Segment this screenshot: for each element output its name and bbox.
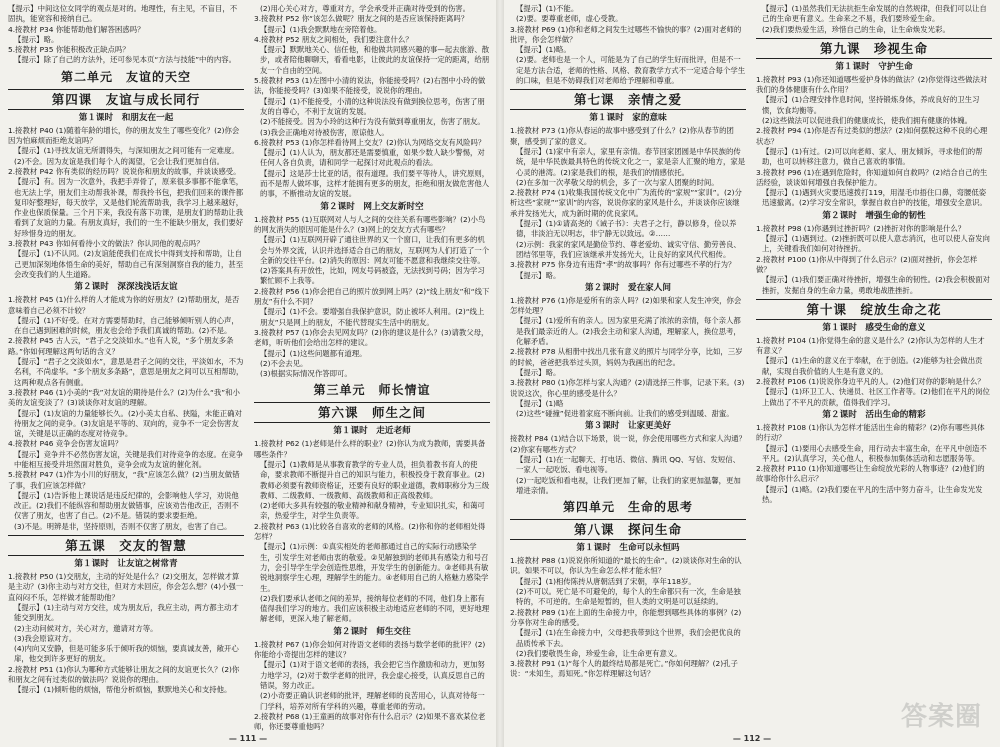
- answer-text: 【提示】(1)示例：①真实相处的老师都通过自己的实际行动感染学生，引发学生对老师由衷的敬爱。②见解独到的老师具有感染力和号召力，会引导学生学会创造性思维，开发学生的创新能力。③老师具有敏锐地洞察学生心理，理解学生的能力。④老师用自己的人格魅力感染学生。: [260, 542, 489, 593]
- question-text: 3.接教材 P91 (1)“每个人的最终结局都是死亡。”你如何理解？(2)孔子说：“未知生，焉知死。”你怎样理解这句话？: [510, 659, 738, 679]
- answer-text: 【提示】(1)略。(2)我们要在平凡的生活中努力奋斗，让生命发光发热。: [762, 484, 983, 504]
- left-page: [0, 0, 496, 747]
- answer-text: 【提示】(1)不会。要增强自我保护意识，防止被坏人利用。(2)“线上朋友”只是网上的朋友，不能代替现实生活中的朋友。: [260, 307, 485, 327]
- answer-text: (3)根据实际情况作答即可。: [260, 369, 352, 379]
- answer-text: (3)不是。明辨是非，坚持原则，否则不仅害了朋友，也害了自己。: [14, 521, 232, 531]
- answer-text: (2)小奇要正确认识老师的批评，理解老师的良苦用心，认真对待每一门学科，培养对所有学科的兴趣，尊重老师的劳动。: [260, 691, 485, 711]
- question-text: 1.接教材 P40 (1)随着年龄的增长，你的朋友发生了哪些变化？(2)你会因为怕麻烦而拒绝友谊吗？: [8, 125, 240, 146]
- right-column-1: [510, 4, 746, 726]
- question-text: 【提示】中间这位女同学的观点是对的。地理性，有主见，不盲目，不固执，能宽容和接纳自己。: [8, 4, 238, 24]
- period-heading: 第３课时 让家更美好: [585, 421, 671, 432]
- question-text: 2.接教材 P51 (1)你认为哪种方式能够让朋友之间的友谊更长久？(2)你和朋友之间有过类似的做法吗？说说你的理由。: [8, 664, 240, 685]
- book-gutter: [496, 0, 504, 747]
- question-text: 接教材 P84 (1)结合以下场景，说一说，你会使用哪些方式和家人沟通？(2)你家有哪些方式？: [510, 434, 746, 454]
- question-text: 2.接教材 P78 从相册中找出几张有意义的照片与同学分享，比如，三岁的时候，爸爸把我举过头顶，妈妈为我画出的纪念。: [510, 347, 743, 367]
- answer-text: 【提示】略。: [516, 367, 561, 377]
- question-text: 2.接教材 P45 古人云，“君子之交淡如水。”也有人说，“多个朋友多条路。”你如何理解这两句话的含义？: [8, 336, 234, 356]
- question-text: 3.接教材 P43 你如何看待小文的做法？你认同他的观点吗？: [8, 239, 204, 249]
- answer-text: 【提示】有。因为一次意外，我把手弄骨了，原来很多事都不能拿笔，也无法上学，朋友们主动帮我补课，帮我拎书包，把我们回来的课件都复印好整理好，每天放学，又是他们轮流帮助我，我学习上越来越好，作业也保质保量。三个月下来，我没有落下功课，是朋友们的帮助让我看到了友谊的力量。有朋友真好，我们的一生不能缺少朋友，我们要好好珍惜身边的朋友。: [14, 177, 244, 238]
- answer-text: 【提示】(1)告诉他上课说话是违反纪律的，会影响他人学习，劝说他改正。(2)我们不能纵容和帮助朋友做错事，应该劝告他改正，否则不仅害了朋友，也害了自己。(2)不是。错误的要求要拒绝。: [14, 490, 239, 521]
- answer-text: (2)示例：我家的家风是勤俭节约、尊老爱幼、诚实守信、勤劳善良、团结邻里等，我们应该继承并发扬光大，让良好的家风代代相传。: [516, 239, 741, 259]
- period-heading: 第１课时 家的意味: [589, 113, 667, 124]
- answer-text: 【提示】(1)遇到过。(2)挫折既可以使人意志消沉，也可以使人奋发向上，关键看我们如何对待挫折。: [762, 234, 990, 254]
- answer-text: 【提示】(1)教师是从事教育教学的专业人员，担负着教书育人的使命，要求教师不断提升自己的知识与能力，积极投身于教育事业。(2)教师必须要有教师资格证，还要有良好的职业道德，教师职称分为三级教师、二级教师、一级教师、高级教师和正高级教师。: [260, 459, 490, 500]
- answer-text: (2)老师大多具有较强的敬业精神和献身精神，专业知识扎实，和蔼可亲，热爱学生，对学生负责等。: [260, 501, 485, 521]
- answer-text: 【提示】(1)不好受。在对方需要帮助时，自己能够倾听别人的心声，在自己遇到困难的时候，朋友也会给予我们真诚的帮助。(2)不是。: [14, 315, 239, 336]
- answer-text: 【提示】(1)生命的意义在于奉献，在于创造。(2)能够为社会做出贡献，实现自我价值的人生是有意义的。: [762, 356, 983, 376]
- question-text: 1.接教材 P67 (1)你会如何对待语文老师的表扬与数学老师的批评？(2)你能给小奇提出怎样的建议？: [254, 639, 486, 660]
- period-heading: 第１课时 感受生命的意义: [822, 322, 926, 333]
- question-text: 4.接教材 P34 你能帮助他们解答困惑吗？: [8, 24, 145, 34]
- question-text: 1.接教材 P76 (1)你是爱所有的亲人吗？(2)如果和家人发生冲突，你会怎样处理？: [510, 295, 742, 316]
- answer-text: (4)内向又安静，但是可能多乐于倾听我的烦恼，要真诚友善，敞开心扉，他交到许多更好的朋友。: [14, 644, 239, 664]
- period-heading: 第１课时 走近老师: [333, 426, 411, 437]
- lesson-heading: 第十课 绽放生命之花: [756, 299, 992, 320]
- answer-text: (2)不会去见。: [260, 358, 308, 368]
- answer-text: (2)这些做法可以促进我们的健康成长，使我们拥有健康的体魄。: [762, 116, 973, 126]
- period-heading: 第２课时 活出生命的精彩: [822, 409, 926, 420]
- left-column-1: [8, 4, 244, 726]
- answer-text: 【提示】(1)不认同。(2)友谊能使我们在成长中得到支持和帮助，让自己更加深刻地体悟生命的美好，帮助自己有深刻洞察自我的能力，甚至会改变我们的人生道路。: [14, 249, 244, 279]
- period-heading: 第１课时 和朋友在一起: [78, 112, 174, 123]
- answer-text: (2)我们要承认老师之间的差异，接纳每位老师的不同，他们身上都有值得我们学习的地方。我们应该积极主动地适应老师的不同，更好地理解老师，更深入地了解老师。: [260, 593, 490, 624]
- answer-text: (2)用心关心对方，尊重对方，学会承受并正确对待受到的伤害。: [260, 4, 471, 13]
- question-text: 2.接教材 P56 (1)你会把自己的照片放到网上吗？(2)“线上朋友”和“线下朋友”有什么不同？: [254, 286, 490, 307]
- answer-text: (2)我们要敬畏生命，珍爱生命，让生命更有意义。: [516, 648, 682, 658]
- question-text: 3.接教材 P46 (1)小美的“我”对友谊的期待是什么？(2)为什么“我”和小美的友谊变淡了？(3)谈谈你对友谊的理解。: [8, 387, 240, 408]
- answer-text: 【提示】(1)虽然我们无法抗拒生命发展的自然规律，但我们可以让自己的生命更有意义。生命来之不易，我们要珍爱生命。: [762, 4, 987, 24]
- question-text: 3.接教材 P57 (1)你会去见网友吗？(2)你的建议是什么？(3)请教父母，老师，听听他们会给出怎样的建议。: [254, 327, 489, 348]
- question-text: 4.接教材 P52 朋友之间相处，我们要注意什么？: [254, 34, 413, 44]
- lesson-heading: 第九课 珍视生命: [756, 38, 992, 59]
- question-text: 2.接教材 P110 (1)你知道哪些让生命绽放光彩的人物事迹？(2)他们的故事给你什么启示？: [756, 464, 985, 484]
- answer-text: (2)要。老师也是一个人，可能是为了自己的学生好而批评，但是不一定是方法合适，老师的性格、风格、教育教学方式不一定适合每个学生的口味，但是不妨碍我们对老师给予理解和尊重。: [516, 55, 746, 86]
- question-text: 6.接教材 P53 (1)你怎样看待网上交友？(2)你认为网络交友有风险吗？: [254, 137, 486, 147]
- question-text: 1.接教材 P108 (1)你认为怎样才能活出生命的精彩？(2)你有哪些具体的行动？: [756, 422, 985, 443]
- answer-text: 【提示】(1)在生命接力中，父母把我带到这个世界，我们会把优良的品质传承下去。: [516, 628, 741, 648]
- answer-text: 【提示】(1)寻找友谊无所谓得失，与深知朋友之间可能有一定难度。(2)不会。因为友谊是我们每个人的渴望，它会让我们更加自信。: [14, 146, 239, 166]
- watermark-logo: 答案圈: [900, 702, 982, 732]
- question-text: 2.接教材 P42 你有类似的经历吗？说说你和朋友的故事，并谈谈感受。: [8, 166, 241, 176]
- question-text: 2.接教材 P74 (1)收集我国传统文化中广为流传的“家规”“家训”。(2)分析这些“家规”“家训”的内容，说说你家的家风是什么，并谈谈你应该继承并发扬光大，成为新时期的优良家风。: [510, 188, 742, 218]
- answer-text: (2)这些“碰撞”促进着家庭不断向前。让我们的感受到温暖、甜蜜。: [516, 409, 734, 419]
- answer-text: 【提示】(1)这些问题都有道理。: [260, 348, 367, 358]
- answer-text: 【提示】(1)家中有亲人，家里有亲情。春节回家团圆是中华民族的传统，是中华民族最具特色的传统文化之一，家是亲人汇聚的地方，家是心灵的港湾。(2)家是我们的根，是我们的情感依托。: [516, 146, 746, 177]
- question-text: 1.接教材 P93 (1)你还知道哪些爱护身体的做法？(2)你觉得这些做法对我们的身体健康有什么作用？: [756, 74, 988, 95]
- question-text: 1.接教材 P55 (1)互联网对人与人之间的交往关系有哪些影响？(2)小鸟的网友消失的原因可能是什么？(3)网上的交友方式有哪些？: [254, 214, 486, 234]
- answer-text: (2)要。要尊重老师，虚心受教。: [516, 14, 623, 24]
- answer-text: (2)在多加一次孝敬父母的机会，多了一次与家人团聚的时间。: [516, 177, 719, 187]
- question-text: 1.接教材 P104 (1)你觉得生命的意义是什么？(2)你认为怎样的人生才有意义？: [756, 335, 985, 356]
- answer-text: 【提示】(1)友谊的力量能够长久。(2)小美太自私、狭隘，未能正确对待朋友之间的竞争。(3)友谊是平等的、双向的，竞争不一定会伤害友谊，关键是以正确的态度对待竞争。: [14, 408, 242, 439]
- unit-heading: 第三单元 师长情谊: [313, 383, 431, 398]
- answer-text: 【提示】默默地关心、信任他，和他做共同感兴趣的事—起去旅游、散步，或者陪他聊聊天，看看电影，让彼此的友谊保持一定的距离，给朋友一个自由的空间。: [260, 45, 490, 75]
- answer-text: 【提示】这是莎士比亚的话，很有道理。我们要平等待人，讲究原则，而不是帮人做坏事，这样才能拥有更多的朋友，拒绝和朋友做危害他人的事，不断推动友谊的发展。: [260, 168, 490, 199]
- answer-text: 【提示】(1)我们要正确对待挫折，增强生命的韧性。(2)我会积极面对挫折，发掘自身的生命力量，勇敢地战胜挫折。: [762, 275, 990, 295]
- answer-text: 【提示】(1)略。: [516, 45, 571, 55]
- right-column-2: [756, 4, 992, 726]
- question-text: 4.接教材 P46 竞争会伤害友谊吗？: [8, 439, 123, 449]
- answer-text: 【提示】(1)不能。: [516, 4, 579, 13]
- lesson-heading: 第五课 交友的智慧: [8, 535, 244, 556]
- answer-text: (3)我会原谅对方。: [14, 633, 77, 643]
- question-text: 2.接教材 P89 (1)在上面的生命接力中，你能想到哪些具体的事例？(2)分享你对生命的感受。: [510, 607, 742, 627]
- period-heading: 第１课时 守护生命: [835, 61, 913, 72]
- answer-text: 【提示】(1)主动与对方交往，成为朋友后，我应主动，两方都主动才能交到朋友。: [14, 602, 239, 623]
- question-text: 1.接教材 P73 (1)你从春运的故事中感受到了什么？(2)你从春节的团聚，感受到了家的意义。: [510, 126, 734, 146]
- period-heading: 第２课时 师生交往: [333, 626, 411, 637]
- question-text: 5.接教材 P47 (1)作为小川的好朋友，“我”应该怎么做？(2)当朋友做错了事，我们应该怎样做？: [8, 470, 240, 490]
- lesson-heading: 第七课 亲情之爱: [510, 89, 746, 110]
- answer-text: (2)答案具有开放性，比如，网友号码被盗，无法找到号码；因为学习繁忙顾不上我等。: [260, 266, 485, 286]
- question-text: 1.接教材 P98 (1)你遇到过挫折吗？(2)挫折对你的影响是什么？: [756, 223, 966, 233]
- lesson-heading: 第八课 探问生命: [510, 519, 746, 540]
- unit-heading: 第二单元 友谊的天空: [60, 69, 191, 84]
- answer-text: 【提示】(1)环卫工人、快递员、社区工作者等。(2)他们在平凡的岗位上做出了不平凡的贡献，值得我们学习。: [762, 387, 990, 407]
- page-number-left: — 111 —: [0, 734, 496, 743]
- question-text: 1.接教材 P45 (1)什么样的人才能成为你的好朋友？(2)帮助朋友，是否意味着自己必须不计较？: [8, 295, 240, 315]
- answer-text: 【提示】(1)我会默默地在旁陪着他。: [260, 24, 382, 34]
- answer-text: 【提示】略。: [14, 34, 59, 44]
- answer-text: (2)不能接受。因为小玲的这种行为没有做到尊重朋友，伤害了朋友。: [260, 117, 485, 127]
- answer-text: 【提示】(1)要用心去感受生命，用行动去丰富生命，在平凡中创造不平凡。(2)认真学习，关心他人，积极参加集体活动和志愿服务等。: [762, 443, 987, 463]
- period-heading: 第２课时 深深浅浅话友谊: [74, 282, 178, 293]
- lesson-heading: 第四课 友谊与成长同行: [8, 89, 244, 110]
- period-heading: 第１课时 生命可以永恒吗: [576, 543, 680, 554]
- question-text: 2.接教材 P94 (1)你是否有过类似的想法？(2)如何摆脱这种不良的心理状态？: [756, 126, 988, 146]
- question-text: 2.接教材 P100 (1)你从中得到了什么启示？(2)面对挫折，你会怎样做？: [756, 254, 978, 274]
- answer-text: (2)不可以。死亡是不可避免的，每个人的生命都只有一次，生命是独特的，不可逆的。生命是短暂的，但人类的文明是可以延续的。: [516, 587, 741, 607]
- question-text: 1.接教材 P50 (1)交朋友，主动的好处是什么？(2)交朋友，怎样做才算是主动？(3)你主动与对方交往，但对方未回应，你会怎么想？(4)小强一直闷闷不乐，怎样做才能帮助他？: [8, 572, 244, 602]
- question-text: 3.接教材 P69 (1)你和老师之间发生过哪些不愉快的事？(2)面对老师的批评，你会怎样做？: [510, 24, 742, 44]
- answer-text: 【提示】(1)倾听他的烦恼，帮他分析烦恼，默默地关心和支持他。: [14, 685, 232, 695]
- period-heading: 第２课时 爱在家人间: [585, 282, 671, 293]
- answer-text: 【提示】(1)合理安排作息时间，坚持锻炼身体，养成良好的卫生习惯，饮食均衡等。: [762, 95, 980, 115]
- answer-text: (2)我们要热爱生活，珍惜自己的生命，让生命焕发光彩。: [762, 24, 950, 34]
- question-text: 3.接教材 P96 (1)在遇到危险时，你知道如何自救吗？(2)结合自己的生活经验，谈谈如何增强自我保护能力。: [756, 167, 988, 187]
- question-text: 1.接教材 P88 (1)说说你所知道的“最长的生命”。(2)谈谈你对生命的认识。如果不可以，你认为生命怎么样才能永恒？: [510, 556, 742, 576]
- answer-text: 【提示】(1)①请高尧的《诫子书》：夫君子之行，静以修身，俭以养德，非淡泊无以明志，非宁静无以致远。②……: [516, 219, 737, 239]
- answer-text: 【提示】(1)略: [516, 398, 564, 408]
- answer-text: (2)一起吃饭和看电视，让我们更加了解，让我们的家更加温馨，更加增进亲情。: [516, 475, 741, 495]
- answer-text: 【提示】(1)遇到火灾要迅速拨打119，用湿毛巾捂住口鼻，弯腰低姿迅速撤离。(2)学习安全常识，掌握自救自护的技能，增强安全意识。: [762, 188, 987, 208]
- period-heading: 第２课时 网上交友新时空: [320, 201, 424, 212]
- answer-text: 【提示】(1)人认为，朋友都还是需要慎重，如果少数人缺少警惕，对任何人各自负责，请和同学一起探讨对此观点的看法。: [260, 148, 485, 168]
- period-heading: 第１课时 让友谊之树常青: [74, 559, 178, 570]
- answer-text: 【提示】除了自己的方法外，还可参见本页“方法与技能”中的内容。: [14, 55, 236, 65]
- question-text: 2.接教材 P106 (1)说说你身边平凡的人。(2)他们对你的影响是什么？: [756, 377, 985, 387]
- answer-text: 【提示】“君子之交淡如水”，意思是君子之间的交往，平淡如水，不为名利，不尚虚华。“多个朋友多条路”，意思是朋友之间可以互相帮助，这两种观点各有侧重。: [14, 357, 244, 387]
- answer-text: 【提示】略。: [516, 270, 561, 280]
- answer-text: 【提示】(1)爱所有的亲人。因为家里充满了浓浓的亲情，每个亲人都是我们最亲近的人。(2)我会主动和家人沟通，理解家人，换位思考，化解矛盾。: [516, 316, 741, 347]
- question-text: 3.接教材 P52 你“该怎么做呢？朋友之间的是否应该保持距离吗？: [254, 14, 469, 24]
- question-text: 2.接教材 P63 (1)比较各自喜欢的老师的风格。(2)你和你的老师相处得怎样？: [254, 521, 486, 542]
- question-text: 5.接教材 P35 你能积极改正缺点吗？: [8, 45, 130, 55]
- lesson-heading: 第六课 师生之间: [254, 402, 490, 423]
- right-page: [504, 0, 1000, 747]
- answer-text: (3)我会正确地对待被伤害，原谅他人。: [260, 127, 389, 137]
- answer-text: 【提示】(1)在一起聊天、打电话、微信、腾讯 QQ、写信、发短信、一家人一起吃饭、看电视等。: [516, 454, 741, 475]
- period-heading: 第２课时 增强生命的韧性: [822, 210, 926, 221]
- answer-text: 【提示】(1)不能接受，小清的这种说法没有做到换位思考，伤害了朋友的自尊心，不利于友谊的发展。: [260, 96, 485, 116]
- question-text: 5.接教材 P53 (1)左图中小清的说法，你能接受吗？(2)右图中小玲的做法，你能接受吗？(3)如果不能接受，说说你的理由。: [254, 76, 486, 96]
- answer-text: 【提示】竞争并不必然伤害友谊，关键是我们对待竞争的态度。在竞争中能相互接受并坦然面对胜负，竞争会成为友谊的催化剂。: [14, 449, 244, 469]
- question-text: 2.接教材 P68 (1)王童画的故事对你有什么启示？(2)如果不喜欢某位老师，你还要尊重他吗？: [254, 711, 486, 732]
- answer-text: 【提示】(1)互联网开辟了通往世界的又一个窗口，让我们有更多的机会与外界交流，认识并选择适合自己的朋友，互联网为人们打造了一个全新的交往平台。(2)消失的原因：网友可能不愿意和我继续交往等。: [260, 235, 490, 265]
- question-text: 3.接教材 P75 你身边有违背“孝”的故事吗？你有过哪些不孝的行为？: [510, 260, 736, 270]
- left-column-2: [254, 4, 490, 732]
- question-text: 3.接教材 P80 (1)你怎样与家人沟通？(2)请选择三件事，记录下来。(3)说说这次，你心里的感受是什么？: [510, 378, 745, 398]
- answer-text: 【提示】(1)相传陈抟从唐朝活到了宋朝，享年118岁。: [516, 576, 696, 586]
- page-number-right: — 112 —: [504, 734, 1000, 743]
- answer-text: 【提示】(1)有过。(2)可以向老师、家人、朋友倾诉，寻求他们的帮助，也可以转移注意力，做自己喜欢的事情。: [762, 146, 983, 167]
- answer-text: (2)主动问候对方，关心对方，邀请对方等。: [14, 623, 158, 633]
- answer-text: 【提示】(1)对于语文老师的表扬，我会把它当作激励和动力，更加努力地学习，(2)对于数学老师的批评，我会虚心接受，认真反思自己的错误，努力改正。: [260, 660, 485, 690]
- question-text: 1.接教材 P62 (1)老师是什么样的职业？(2)你认为成为教师，需要具备哪些条件？: [254, 439, 486, 459]
- unit-heading: 第四单元 生命的思考: [562, 500, 693, 515]
